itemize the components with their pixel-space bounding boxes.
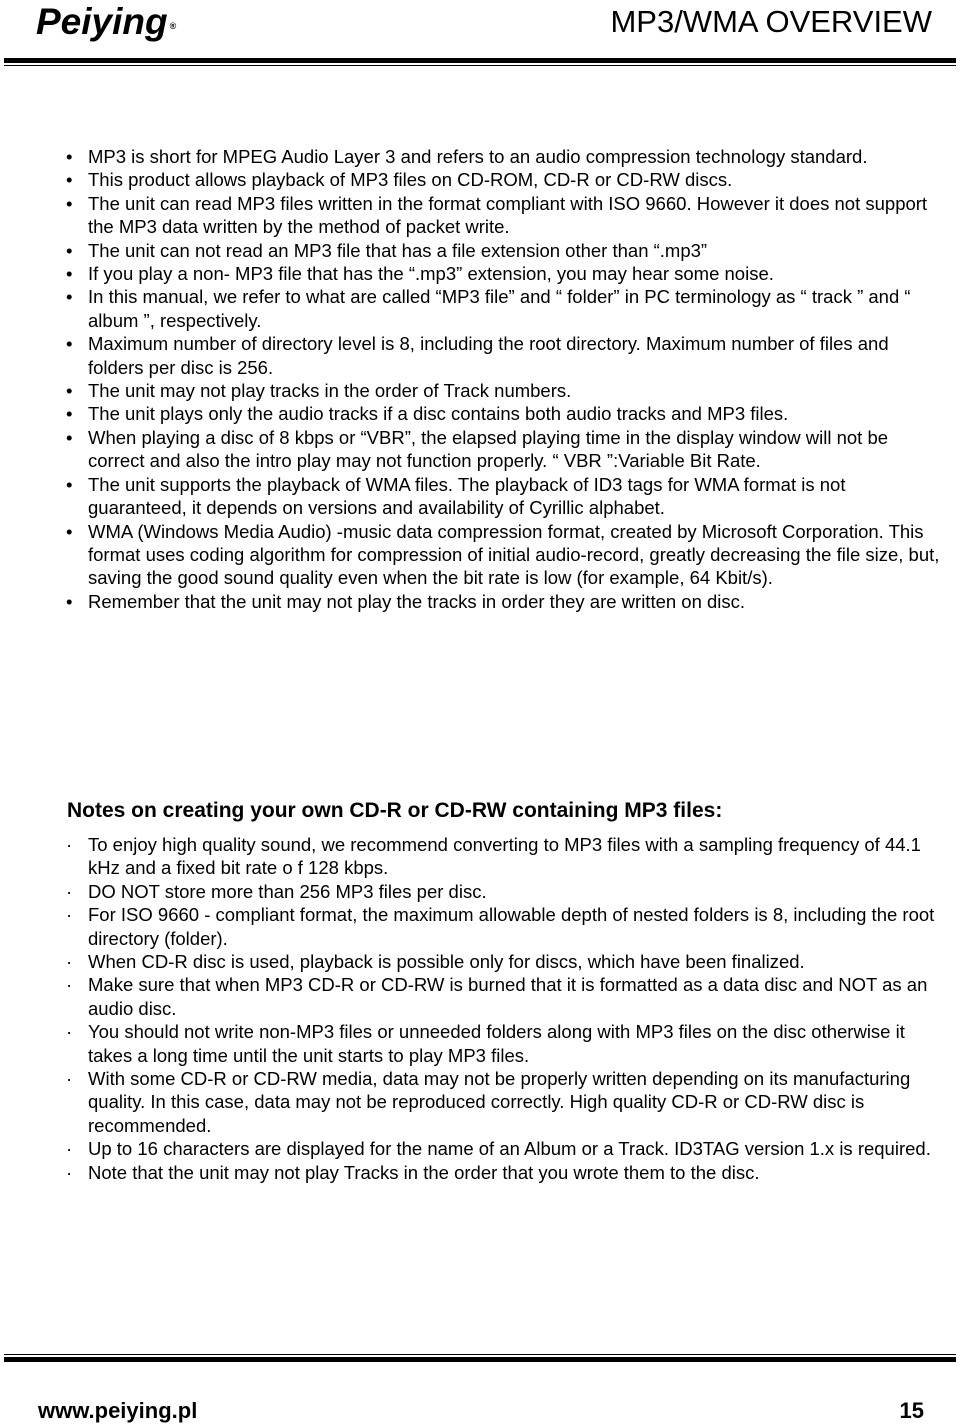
section-heading: Notes on creating your own CD-R or CD-RW containing MP3 files: (67, 799, 723, 822)
bullet-icon: · (66, 1068, 73, 1090)
bullet-icon: • (66, 146, 73, 167)
list-item: · DO NOT store more than 256 MP3 files per disc. (66, 880, 487, 902)
list-item: • If you play a non- MP3 file that has the “.mp3” extension, you may hear some noise. (66, 263, 774, 285)
list-item: • This product allows playback of MP3 files on CD-ROM, CD-R or CD-RW discs. (66, 169, 733, 191)
list-item: • The unit can read MP3 files written in the format compliant with ISO 9660. However it does not support the MP3 data written by the method of packet write. (66, 192, 928, 238)
list-item: · Make sure that when MP3 CD-R or CD-RW is burned that it is formatted as a data disc and NOT as an audio disc. (66, 974, 928, 1019)
notes-list (66, 833, 946, 1184)
page-title: MP3/WMA OVERVIEW (610, 4, 932, 39)
header-rule-thin (4, 65, 956, 66)
list-item: • The unit can not read an MP3 file that has a file extension other than “.mp3” (66, 239, 708, 261)
footer-website-link[interactable]: www.peiying.pl (38, 1398, 198, 1423)
list-item: • WMA (Windows Media Audio) -music data compression format, created by Microsoft Corporation. This format uses coding algorithm for compression of initial audio-record, greatly decreasing the file size, but, saving the good sound quality even when the bit rate is low (for example, 64 Kbit/s). (66, 520, 940, 589)
bullet-icon: · (66, 951, 73, 973)
brand-logo (36, 2, 176, 42)
bullet-icon: • (66, 333, 73, 355)
bullet-icon: · (66, 1021, 73, 1043)
bullet-icon: • (66, 263, 73, 285)
bullet-icon: • (66, 403, 73, 425)
bullet-icon: • (66, 590, 73, 612)
bullet-icon: • (66, 426, 73, 448)
bullet-icon: • (66, 169, 73, 191)
list-item: · Up to 16 characters are displayed for the name of an Album or a Track. ID3TAG version 1.x is required. (66, 1138, 931, 1160)
bullet-icon: • (66, 473, 73, 495)
list-item: · With some CD-R or CD-RW media, data may not be properly written depending on its manufacturing quality. In this case, data may not be reproduced correctly. High quality CD-R or CD-RW disc is recommended. (66, 1068, 911, 1136)
list-item: • The unit supports the playback of WMA files. The playback of ID3 tags for WMA format is not guaranteed, it depends on versions and availability of Cyrillic alphabet. (66, 473, 846, 519)
list-item: · For ISO 9660 - compliant format, the maximum allowable depth of nested folders is 8, including the root directory (folder). (66, 904, 935, 949)
registered-mark: ® (169, 21, 177, 31)
bullet-icon: · (66, 834, 73, 855)
bullet-icon: · (66, 1161, 73, 1183)
list-item: • Remember that the unit may not play the tracks in order they are written on disc. (66, 590, 746, 612)
list-item: • The unit plays only the audio tracks if a disc contains both audio tracks and MP3 files. (66, 403, 789, 425)
bullet-icon: • (66, 380, 73, 402)
overview-list (66, 145, 946, 613)
list-item: · When CD-R disc is used, playback is possible only for discs, which have been finalized. (66, 951, 805, 973)
bullet-icon: • (66, 239, 73, 261)
bullet-icon: · (66, 880, 73, 902)
bullet-icon: • (66, 520, 73, 542)
bullet-icon: · (66, 1138, 73, 1160)
header-rule (4, 58, 956, 63)
footer-rule (4, 1357, 956, 1362)
footer-rule-thin (4, 1354, 956, 1355)
list-item: • In this manual, we refer to what are called “MP3 file” and “ folder” in PC terminology as “ track ” and “ album ”, respectively. (66, 286, 911, 331)
list-item: · To enjoy high quality sound, we recommend converting to MP3 files with a sampling frequency of 44.1 kHz and a fixed bit rate o f 128 kbps. (66, 834, 921, 879)
bullet-icon: • (66, 192, 73, 214)
bullet-icon: · (66, 974, 73, 996)
bullet-icon: • (66, 286, 73, 308)
list-item: • Maximum number of directory level is 8, including the root directory. Maximum number of files and folders per disc is 256. (66, 333, 889, 378)
list-item: • The unit may not play tracks in the order of Track numbers. (66, 380, 572, 402)
list-item: · Note that the unit may not play Tracks in the order that you wrote them to the disc. (66, 1161, 760, 1183)
page-number: 15 (899, 1398, 924, 1423)
list-item: • MP3 is short for MPEG Audio Layer 3 and refers to an audio compression technology standard. (66, 146, 868, 167)
list-item: • When playing a disc of 8 kbps or “VBR”, the elapsed playing time in the display window will not be correct and also the intro play may not function properly. “ VBR ”:Variable Bit Rate. (66, 426, 889, 472)
list-item: · You should not write non-MP3 files or unneeded folders along with MP3 files on the disc otherwise it takes a long time until the unit starts to play MP3 files. (66, 1021, 905, 1066)
bullet-icon: · (66, 904, 73, 926)
brand-name: Peiying (36, 1, 168, 42)
